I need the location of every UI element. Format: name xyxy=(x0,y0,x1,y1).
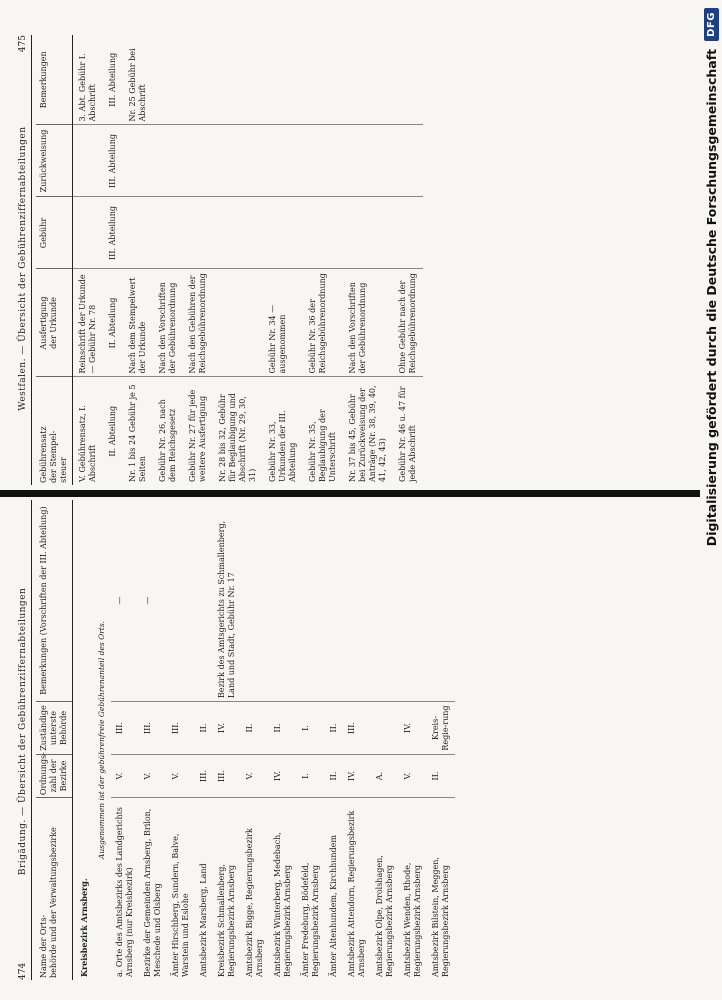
row-remarks xyxy=(427,500,455,702)
table-row xyxy=(427,500,455,980)
row-cell: Nach den Gebühren der Reichsgebührenordnung xyxy=(183,269,213,377)
row-ordinal: V. xyxy=(167,754,195,797)
row-cell xyxy=(183,197,213,269)
row-cell: 3. Abt. Gebühr I. Abschrift xyxy=(73,35,104,125)
row-name: Amtsbezirk Winterberg, Medebach, Regierungsbezirk Arnsberg xyxy=(273,832,292,977)
row-cell xyxy=(153,35,183,125)
row-cell xyxy=(393,35,423,125)
row-cell xyxy=(213,197,263,269)
left-col-header: Zuständige unterste Behörde xyxy=(36,702,73,755)
row-name: a. Orte des Amtsbezirks des Landgerichts Arnsberg (nur Kreisbezirk) xyxy=(115,807,134,977)
right-col-header: Gebühr xyxy=(36,197,73,269)
row-authority: IV. xyxy=(213,702,241,755)
section-note: Ausgenommen ist der gebührenfreie Gebührenanteil des Orts. xyxy=(97,620,106,860)
table-row xyxy=(153,35,183,485)
row-cell: Gebühr Nr. 36 der Reichsgebührenordnung xyxy=(303,269,343,377)
table-row xyxy=(183,35,213,485)
row-authority: IV. xyxy=(399,702,427,755)
row-name: Amtsbezirk Attendorn, Regierungsbezirk Arnsberg xyxy=(347,810,366,977)
table-row xyxy=(297,500,325,980)
row-ordinal: III. xyxy=(195,754,213,797)
row-cell: Gebühr Nr. 35, Beglaubigung der Unterschrift xyxy=(308,409,337,482)
row-cell: Gebühr Nr. 26, nach dem Reichsgesetz xyxy=(158,399,177,482)
row-remarks xyxy=(167,500,195,702)
row-name: Amtsbezirk Olpe, Drolshagen, Regierungsbezirk Arnsberg xyxy=(375,855,394,977)
left-register-table xyxy=(36,500,455,980)
row-ordinal: II. xyxy=(325,754,343,797)
row-remarks: — xyxy=(111,500,139,702)
table-row xyxy=(111,500,139,980)
row-cell: III. Abteilung xyxy=(103,197,123,269)
row-cell: Nach dem Stempelwert der Urkunde xyxy=(123,269,153,377)
row-cell: Nr. 25 Gebühr bei Abschrift xyxy=(123,35,153,125)
row-cell: III. Abteilung xyxy=(103,35,123,125)
row-authority: III. xyxy=(343,702,371,755)
table-row xyxy=(343,35,393,485)
row-ordinal: V. xyxy=(399,754,427,797)
row-cell: V. Gebührensatz, I. Abschrift xyxy=(78,405,97,482)
row-cell xyxy=(73,197,104,269)
funding-note: Digitalisierung gefördert durch die Deutsche Forschungsgemeinschaft xyxy=(703,48,719,547)
row-remarks xyxy=(343,500,371,702)
row-name: Kreisbezirk Schmallenberg, Regierungsbezirk Arnsberg xyxy=(217,864,236,977)
table-row xyxy=(123,35,153,485)
row-name: Ämter Hirschberg, Sundern, Balve, Warstein und Eslohe xyxy=(171,833,190,977)
row-authority: III. xyxy=(167,702,195,755)
row-cell xyxy=(343,125,393,197)
row-cell xyxy=(213,125,263,197)
row-cell xyxy=(183,35,213,125)
right-table-header-row xyxy=(36,35,73,485)
row-cell xyxy=(393,125,423,197)
row-ordinal: V. xyxy=(111,754,139,797)
table-row xyxy=(213,35,263,485)
table-row xyxy=(371,500,399,980)
row-authority: III. xyxy=(111,702,139,755)
row-name: Amtsbezirk Bigge, Regierungsbezirk Arnsberg xyxy=(245,828,264,977)
row-cell xyxy=(303,197,343,269)
table-row xyxy=(73,35,104,485)
row-cell: Nach den Vorschriften der Gebührenordnung xyxy=(343,269,393,377)
row-authority: II. xyxy=(195,702,213,755)
right-page-number: 475 xyxy=(18,35,28,53)
row-cell: Gebühr Nr. 46 u. 47 für jede Abschrift xyxy=(398,386,417,482)
row-ordinal: IV. xyxy=(269,754,297,797)
table-row xyxy=(213,500,241,980)
row-cell: Reinschrift der Urkunde — Gebühr Nr. 78 xyxy=(73,269,104,377)
row-ordinal: V. xyxy=(241,754,269,797)
right-page-header xyxy=(18,35,32,485)
section-title: Kreisbezirk Arnsberg. xyxy=(79,878,89,977)
row-authority: III. xyxy=(139,702,167,755)
row-cell xyxy=(183,125,213,197)
row-cell xyxy=(123,125,153,197)
left-col-header: Name der Orts- behörde und der Verwaltungsbezirke xyxy=(36,798,73,980)
row-cell xyxy=(343,197,393,269)
row-remarks: Bezirk des Amtsgerichts zu Schmallenberg, Land und Stadt, Gebühr Nr. 17 xyxy=(213,500,241,702)
row-remarks xyxy=(269,500,297,702)
table-row xyxy=(241,500,269,980)
left-col-header: Bemerkungen (Vorschriften der III. Abteilung) xyxy=(36,500,73,702)
row-cell xyxy=(263,197,303,269)
row-cell: Gebühr Nr. 34 — ausgenommen xyxy=(263,269,303,377)
left-col-header: Ordnungs- zahl der Bezirke xyxy=(36,754,73,797)
row-cell xyxy=(343,35,393,125)
row-authority: II. xyxy=(325,702,343,755)
row-cell: II. Abteilung xyxy=(103,269,123,377)
table-row xyxy=(195,500,213,980)
row-remarks xyxy=(371,500,399,702)
row-ordinal: III. xyxy=(213,754,241,797)
left-page-number: 474 xyxy=(18,962,28,980)
row-cell: Nr. 28 bis 32, Gebühr für Beglaubigung und Abschrift (Nr. 29, 30, 31) xyxy=(218,393,257,482)
table-row xyxy=(303,35,343,485)
table-row xyxy=(139,500,167,980)
row-name: Amtsbezirk Wenden, Rhode, Regierungsbezirk Arnsberg xyxy=(403,862,422,977)
row-cell xyxy=(393,197,423,269)
row-cell: II. Abteilung xyxy=(108,405,117,457)
funding-footer xyxy=(700,0,722,1000)
dfg-logo: DFG xyxy=(704,8,719,41)
row-remarks xyxy=(241,500,269,702)
right-page-title: Westfalen. — Übersicht der Gebührenziffernabteilungen xyxy=(18,126,28,411)
row-remarks: — xyxy=(139,500,167,702)
row-name: Ämter Altenhundem, Kirchhundem xyxy=(329,835,338,977)
row-authority: II. xyxy=(269,702,297,755)
table-row xyxy=(167,500,195,980)
row-name: Amtsbezirk Bilstein, Meggen, Regierungsbezirk Arnsberg xyxy=(431,857,450,977)
row-cell xyxy=(263,35,303,125)
row-cell xyxy=(153,125,183,197)
row-cell: Nr. 1 bis 24 Gebühr je 5 Seiten xyxy=(128,384,147,482)
row-cell xyxy=(153,197,183,269)
right-col-header: Zurückweisung xyxy=(36,125,73,197)
row-name: Bezirke der Gemeinden Arnsberg, Brilon, Meschede und Olsberg xyxy=(143,808,162,977)
row-name: Amtsbezirk Marsberg, Land xyxy=(199,863,208,977)
row-cell: III. Abteilung xyxy=(103,125,123,197)
section-note-row xyxy=(93,500,111,980)
row-ordinal: II. xyxy=(427,754,455,797)
page-gutter xyxy=(0,490,722,497)
row-authority: I. xyxy=(297,702,325,755)
right-register-table xyxy=(36,35,423,485)
right-col-header: Ausfertigung der Urkunde xyxy=(36,269,73,377)
row-cell: Ohne Gebühr nach der Reichsgebührenordnung xyxy=(393,269,423,377)
row-authority: II. xyxy=(241,702,269,755)
left-page-header xyxy=(18,500,32,980)
row-remarks xyxy=(195,500,213,702)
right-col-header: Gebührensatz der Stempel- steuer xyxy=(36,377,73,485)
row-cell: Nach den Vorschriften der Gebührenordnung xyxy=(153,269,183,377)
row-authority xyxy=(371,702,399,755)
table-row xyxy=(399,500,427,980)
row-cell xyxy=(213,269,263,377)
right-page xyxy=(18,35,692,485)
row-ordinal: A. xyxy=(371,754,399,797)
row-cell xyxy=(303,35,343,125)
row-cell xyxy=(73,125,104,197)
row-name: Ämter Fredeburg, Bödefeld, Regierungsbezirk Arnsberg xyxy=(301,862,320,977)
row-cell xyxy=(303,125,343,197)
row-remarks xyxy=(297,500,325,702)
row-cell: Gebühr Nr. 33, Urkunden der III. Abteilung xyxy=(268,410,297,482)
row-cell xyxy=(213,35,263,125)
row-cell xyxy=(123,197,153,269)
row-cell: Nr. 37 bis 45, Gebühr bei Zurückweisung der Anträge (Nr. 38, 39, 40, 41, 42, 43) xyxy=(348,385,387,482)
table-row xyxy=(103,35,123,485)
row-cell: Gebühr Nr. 27 für jede weitere Ausfertigung xyxy=(188,389,207,482)
right-col-header: Bemerkungen xyxy=(36,35,73,125)
row-cell xyxy=(263,125,303,197)
row-ordinal: IV. xyxy=(343,754,371,797)
table-row xyxy=(393,35,423,485)
row-remarks xyxy=(325,500,343,702)
left-table-header-row xyxy=(36,500,73,980)
table-row xyxy=(269,500,297,980)
section-row xyxy=(73,500,94,980)
row-authority: Kreis-Regie-rung xyxy=(427,702,455,755)
table-row xyxy=(343,500,371,980)
left-page xyxy=(18,500,692,980)
row-remarks xyxy=(399,500,427,702)
row-ordinal: V. xyxy=(139,754,167,797)
table-row xyxy=(263,35,303,485)
table-row xyxy=(325,500,343,980)
left-page-title: Brigädung. — Übersicht der Gebührenziffernabteilungen xyxy=(18,587,28,876)
row-ordinal: I. xyxy=(297,754,325,797)
